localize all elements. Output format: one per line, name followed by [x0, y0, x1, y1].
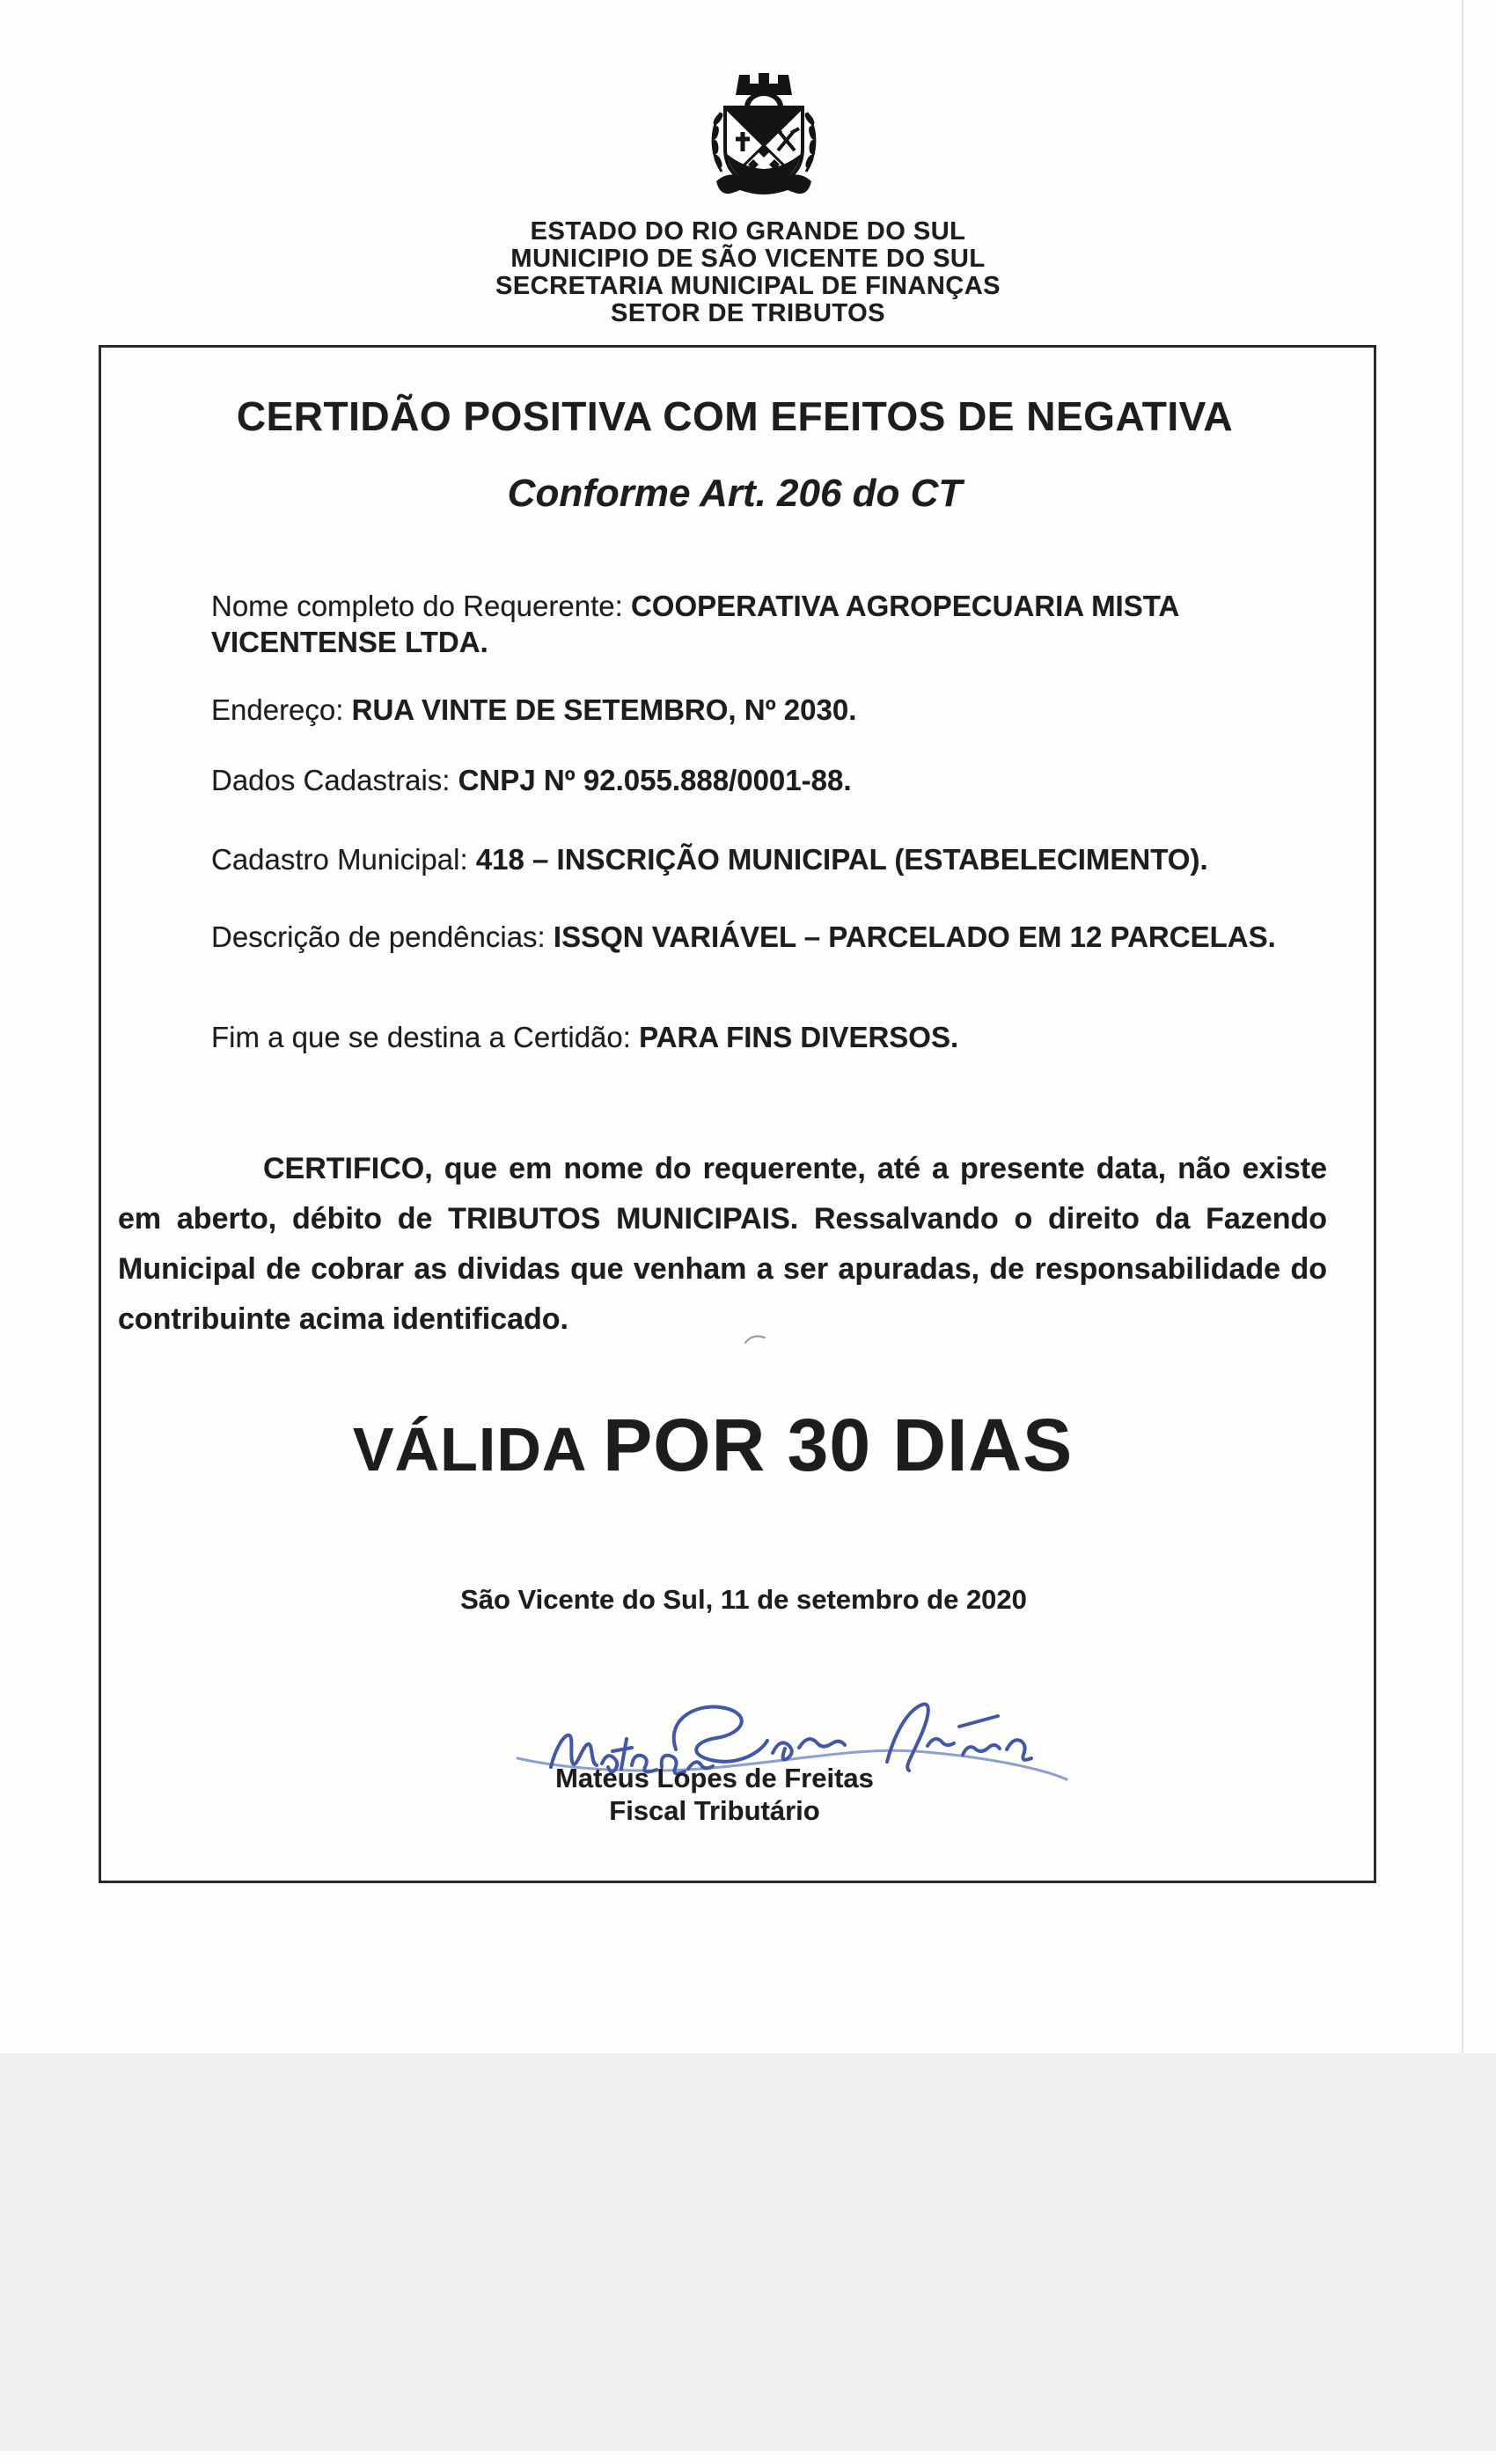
- signature-block: [451, 1762, 979, 1827]
- field-value: 418 – INSCRIÇÃO MUNICIPAL (ESTABELECIMENTO).: [475, 843, 1208, 876]
- field-municipal-registry: [211, 841, 1311, 877]
- signatory-name: Mateus Lopes de Freitas: [555, 1763, 874, 1793]
- field-label: Endereço:: [211, 693, 352, 726]
- letterhead-line-municipality: MUNICIPIO DE SÃO VICENTE DO SUL: [510, 245, 986, 273]
- field-certificate-purpose: [211, 1019, 1311, 1055]
- scanner-background-band: [0, 2053, 1496, 2451]
- field-value: ISSQN VARIÁVEL – PARCELADO EM 12 PARCELAS.: [553, 920, 1276, 953]
- field-label: Nome completo do Requerente:: [211, 590, 631, 622]
- coat-of-arms-emblem: [709, 68, 818, 200]
- field-value: COOPERATIVA AGROPECUARIA MISTA VICENTENSE LTDA.: [211, 590, 1179, 658]
- certificate-subtitle: Conforme Art. 206 do CT: [507, 472, 963, 515]
- field-value: CNPJ Nº 92.055.888/0001-88.: [458, 764, 852, 796]
- letterhead: [0, 218, 1496, 327]
- certificate-title: CERTIDÃO POSITIVA COM EFEITOS DE NEGATIVA: [236, 393, 1234, 439]
- field-address: [211, 692, 1311, 728]
- field-label: Dados Cadastrais:: [211, 764, 458, 796]
- field-registration-data: [211, 762, 1311, 798]
- letterhead-line-sector: SETOR DE TRIBUTOS: [611, 299, 885, 327]
- field-label: Cadastro Municipal:: [211, 843, 476, 876]
- letterhead-line-secretariat: SECRETARIA MUNICIPAL DE FINANÇAS: [495, 272, 1001, 300]
- place-and-date-line: São Vicente do Sul, 11 de setembro de 2020: [460, 1584, 1027, 1615]
- validity-emphasis: POR 30 DIAS: [603, 1404, 1074, 1486]
- validity-prefix: VÁLIDA: [352, 1415, 604, 1484]
- field-label: Descrição de pendências:: [211, 920, 554, 953]
- letterhead-line-state: ESTADO DO RIO GRANDE DO SUL: [530, 217, 966, 246]
- signatory-role: Fiscal Tributário: [609, 1795, 820, 1826]
- validity-statement: [35, 1403, 1390, 1488]
- field-value: RUA VINTE DE SETEMBRO, Nº 2030.: [351, 693, 857, 726]
- field-value: PARA FINS DIVERSOS.: [639, 1021, 959, 1053]
- certificate-frame: [99, 345, 1376, 1883]
- field-requester-name: [211, 588, 1311, 660]
- field-pending-issues: [211, 919, 1311, 955]
- field-label: Fim a que se destina a Certidão:: [211, 1021, 640, 1053]
- certification-paragraph: CERTIFICO, que em nome do requerente, até a presente data, não existe em aberto, débito de TRIBUTOS MUNICIPAIS. Ressalvando o direito da Fazendo Municipal de cobrar as dividas que venham a ser apuradas, de responsabilidade do contribuinte acima identificado.: [118, 1152, 1327, 1336]
- stray-pen-mark: [744, 1331, 766, 1346]
